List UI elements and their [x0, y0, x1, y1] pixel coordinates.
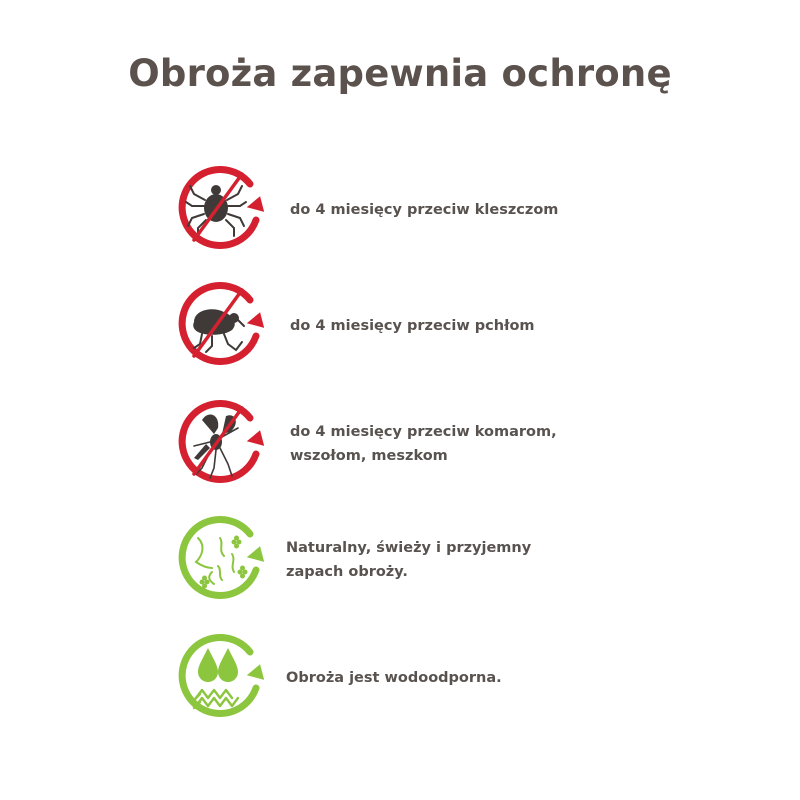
feature-text: do 4 miesięcy przeciw pchłom	[290, 318, 535, 334]
feature-text: Naturalny, świeży i przyjemny zapach obroży.	[286, 540, 532, 580]
feature-text: do 4 miesięcy przeciw kleszczom	[290, 202, 559, 218]
no-mosquito-icon	[172, 398, 268, 490]
page-title: Obroża zapewnia ochronę	[128, 52, 672, 95]
feature-item-ticks	[172, 164, 612, 256]
no-flea-icon	[172, 280, 268, 372]
waterproof-icon	[172, 632, 268, 724]
fresh-scent-icon	[172, 514, 268, 606]
feature-item-fleas	[172, 280, 612, 372]
no-tick-icon	[172, 164, 268, 256]
feature-item-scent	[172, 514, 612, 606]
feature-item-mosquitoes	[172, 398, 612, 490]
feature-text: do 4 miesięcy przeciw komarom, wszołom, meszkom	[290, 424, 557, 464]
feature-text: Obroża jest wodoodporna.	[286, 670, 502, 686]
feature-item-waterproof	[172, 632, 612, 724]
